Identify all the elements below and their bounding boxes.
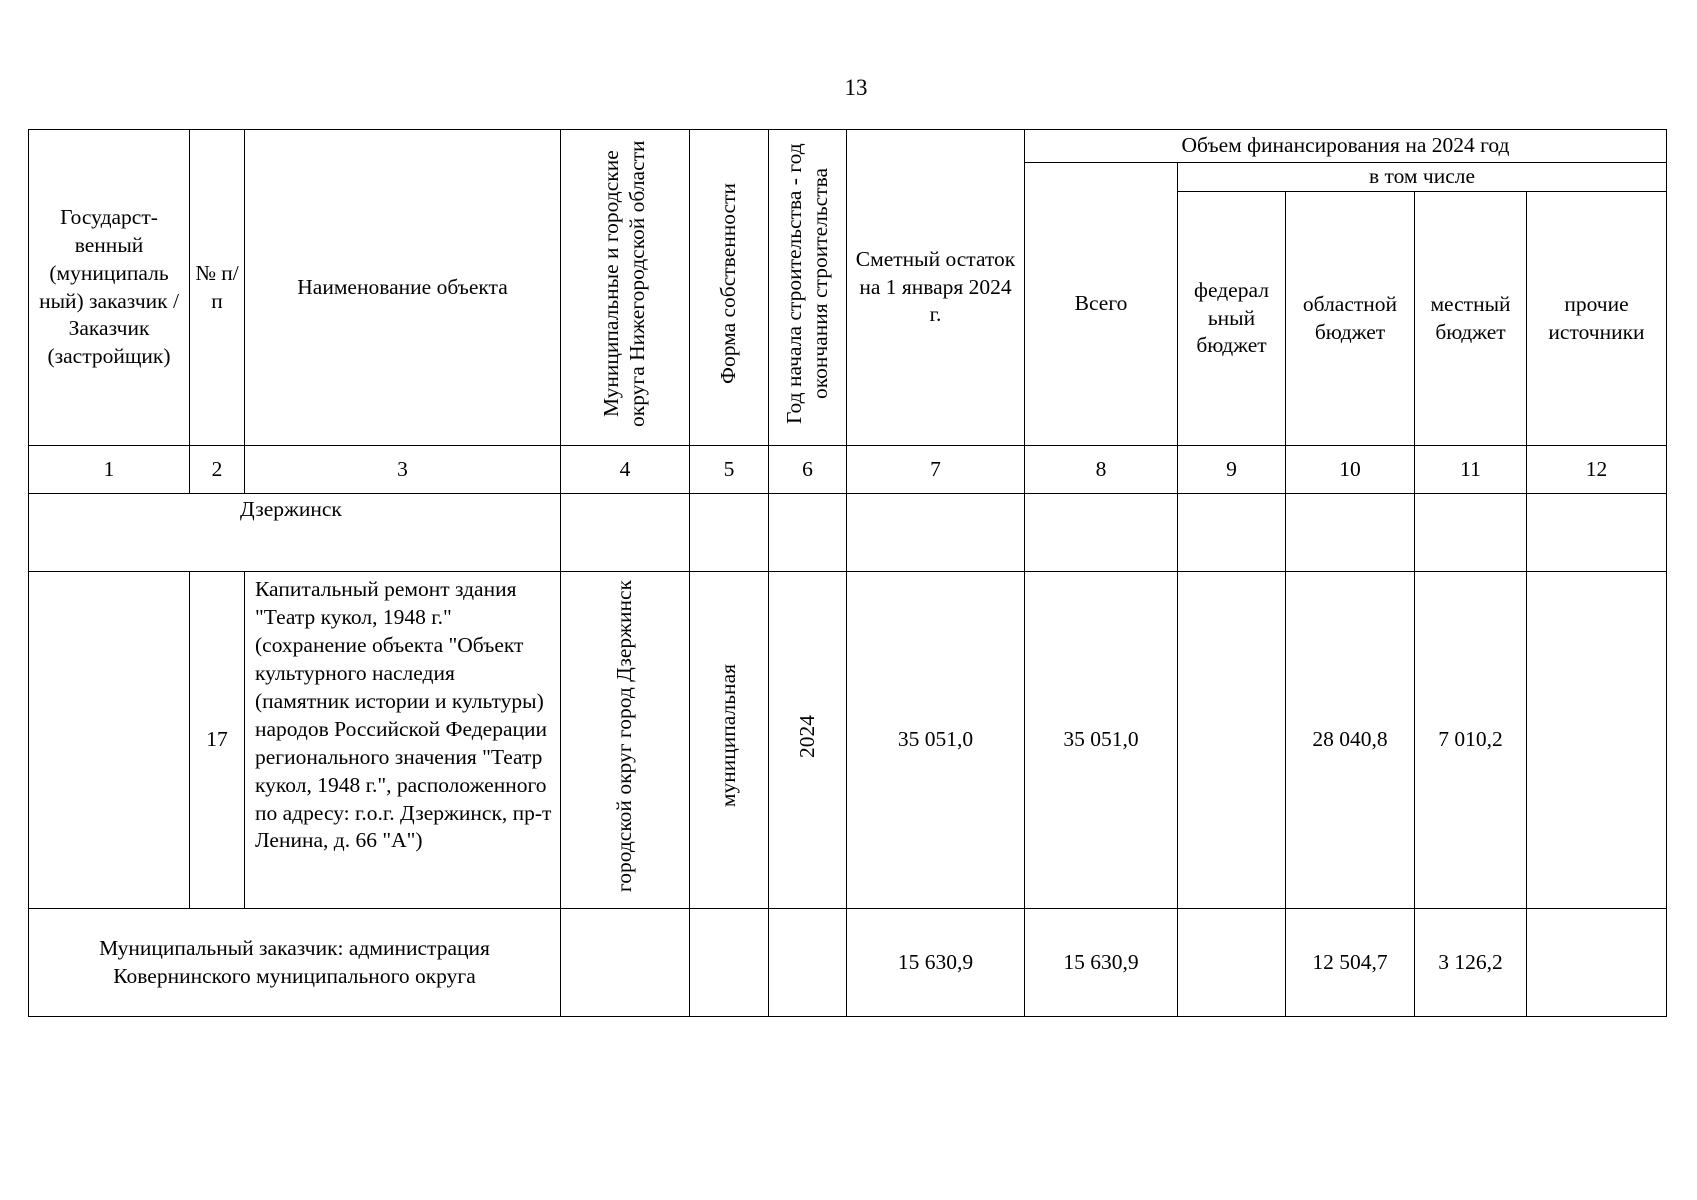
col-number: 12 [1527,446,1667,494]
empty-cell [1527,494,1667,572]
empty-cell [1286,494,1415,572]
subtotal-estimate: 15 630,9 [847,909,1025,1017]
row-object-name: Капитальный ремонт здания "Театр кукол, 1948 г." (сохранение объекта "Объект культурного наследия (памятник истории и культуры) народов Российской Федерации регионального значения "Театр кукол, 1948 г.", расположенного по адресу: г.о.г. Дзержинск, пр-т Ленина, д. 66 "А") [245,572,561,909]
col-number: 1 [29,446,190,494]
header-local: местный бюджет [1415,192,1527,446]
empty-cell [1178,494,1286,572]
empty-cell [769,494,847,572]
row-ownership [690,572,769,909]
section-title: Дзержинск [240,497,342,521]
subtotal-row [29,909,1667,1017]
empty-cell [690,909,769,1017]
empty-cell [1025,494,1178,572]
column-numbers-row [29,446,1667,494]
subtotal-other [1527,909,1667,1017]
header-num: № п/п [190,130,245,446]
empty-cell [561,494,690,572]
row-year [769,572,847,909]
col-number: 2 [190,446,245,494]
header-customer: Государст-венный (муниципаль ный) заказчик / Заказчик (застройщик) [29,130,190,446]
row-num: 17 [190,572,245,909]
header-regional: областной бюджет [1286,192,1415,446]
header-years [769,130,847,446]
row-other [1527,572,1667,909]
col-number: 8 [1025,446,1178,494]
row-estimate: 35 051,0 [847,572,1025,909]
row-federal [1178,572,1286,909]
subtotal-label: Муниципальный заказчик: администрация Ковернинского муниципального округа [29,909,561,1017]
row-regional: 28 040,8 [1286,572,1415,909]
financing-table [28,129,1667,1017]
header-financing: Объем финансирования на 2024 год [1025,130,1667,163]
header-estimate: Сметный остаток на 1 января 2024 г. [847,130,1025,446]
empty-cell [769,909,847,1017]
row-customer [29,572,190,909]
row-local: 7 010,2 [1415,572,1527,909]
subtotal-local: 3 126,2 [1415,909,1527,1017]
header-other: прочие источники [1527,192,1667,446]
table-row [29,572,1667,909]
header-municipal-text: Муниципальные и городские округа Нижегородской области [599,140,649,427]
header-federal: федерал ьный бюджет [1178,192,1286,446]
subtotal-total: 15 630,9 [1025,909,1178,1017]
row-municipality-text: городской округ город Дзержинск [612,580,637,893]
row-year-text: 2024 [794,714,819,758]
subtotal-federal [1178,909,1286,1017]
empty-cell [1415,494,1527,572]
row-total: 35 051,0 [1025,572,1178,909]
header-municipal [561,130,690,446]
page-number: 13 [844,75,868,100]
col-number: 3 [245,446,561,494]
row-ownership-text: муниципальная [716,664,741,808]
col-number: 5 [690,446,769,494]
col-number: 6 [769,446,847,494]
header-total: Всего [1025,163,1178,446]
header-ownership [690,130,769,446]
empty-cell [847,494,1025,572]
col-number: 4 [561,446,690,494]
col-number: 9 [1178,446,1286,494]
col-number: 10 [1286,446,1415,494]
row-municipality [561,572,690,909]
header-object-name: Наименование объекта [245,130,561,446]
section-row [29,494,1667,572]
empty-cell [690,494,769,572]
header-years-text: Год начала строительства - год окончания строительства [781,143,832,424]
col-number: 7 [847,446,1025,494]
header-row-1 [29,130,1667,163]
subtotal-regional: 12 504,7 [1286,909,1415,1017]
header-ownership-text: Форма собственности [716,183,741,385]
header-including: в том числе [1178,163,1667,192]
empty-cell [561,909,690,1017]
section-title-cell [29,494,561,572]
col-number: 11 [1415,446,1527,494]
